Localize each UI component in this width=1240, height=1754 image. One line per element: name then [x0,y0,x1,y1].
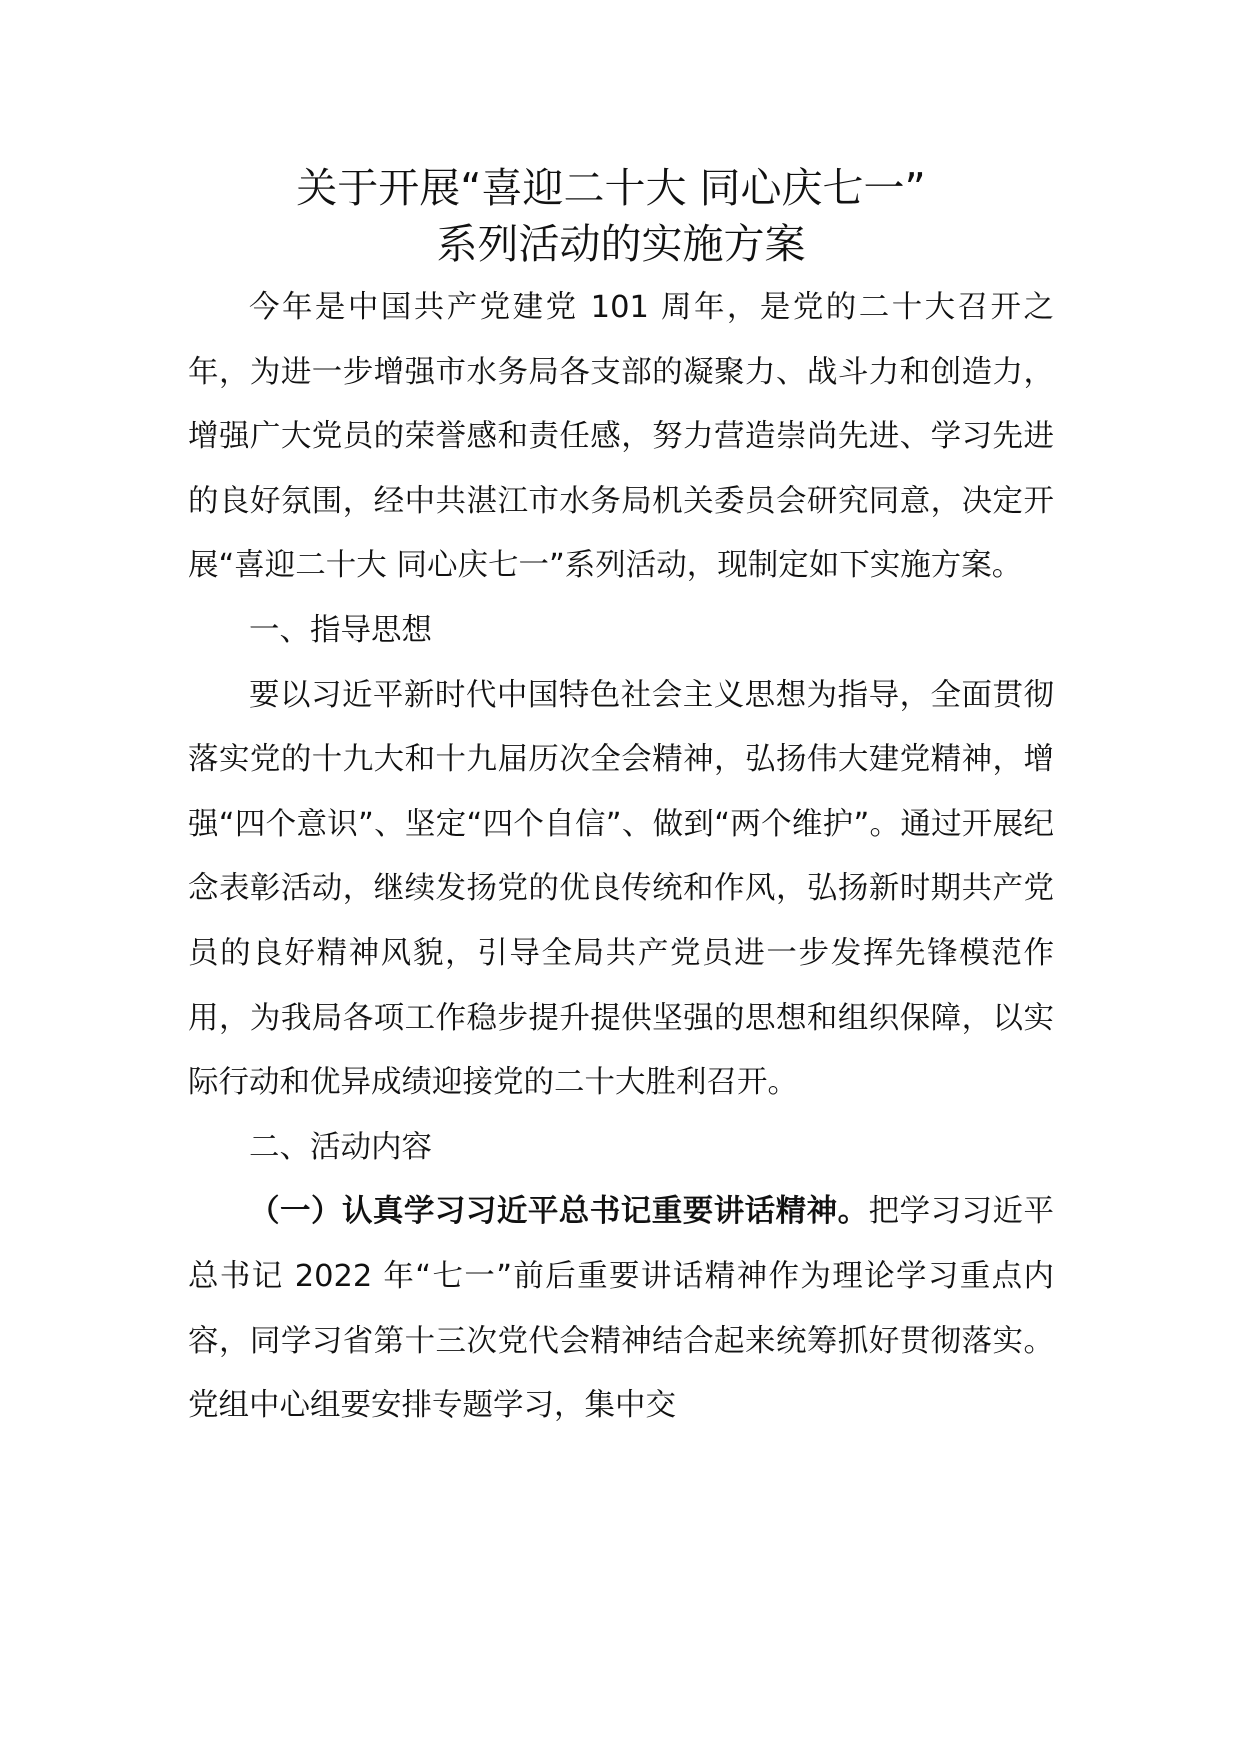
intro-paragraph: 今年是中国共产党建党 101 周年，是党的二十大召开之年，为进一步增强市水务局各支部的凝聚力、战斗力和创造力，增强广大党员的荣誉感和责任感，努力营造崇尚先进、学习先进的良好氛围，经中共湛江市水务局机关委员会研究同意，决定开展“喜迎二十大 同心庆七一”系列活动，现制定如下实施方案。 [188,290,1054,584]
document-page [188,160,1054,1439]
item-1-paragraph [188,1180,1054,1438]
section-1-paragraph: 要以习近平新时代中国特色社会主义思想为指导，全面贯彻落实党的十九大和十九届历次全会精神，弘扬伟大建党精神，增强“四个意识”、坚定“四个自信”、做到“两个维护”。通过开展纪念表彰活动，继续发扬党的优良传统和作风，弘扬新时期共产党员的良好精神风貌，引导全局共产党员进一步发挥先锋模范作用，为我局各项工作稳步提升提供坚强的思想和组织保障，以实际行动和优异成绩迎接党的二十大胜利召开。 [188,677,1054,1101]
item-1-body: 把学习习近平总书记 2022 年“七一”前后重要讲话精神作为理论学习重点内容，同学习省第十三次党代会精神结合起来统筹抓好贯彻落实。党组中心组要安排专题学习，集中交 [188,1194,1055,1424]
document-title [188,160,1054,272]
section-1-heading: 一、指导思想 [249,612,432,648]
item-1-heading: （一）认真学习习近平总书记重要讲话精神。 [249,1194,869,1230]
section-2-heading: 二、活动内容 [249,1129,432,1165]
document-body [188,276,1054,1439]
title-line-1: 关于开展“喜迎二十大 同心庆七一” [296,164,926,212]
title-line-2: 系列活动的实施方案 [436,220,806,268]
